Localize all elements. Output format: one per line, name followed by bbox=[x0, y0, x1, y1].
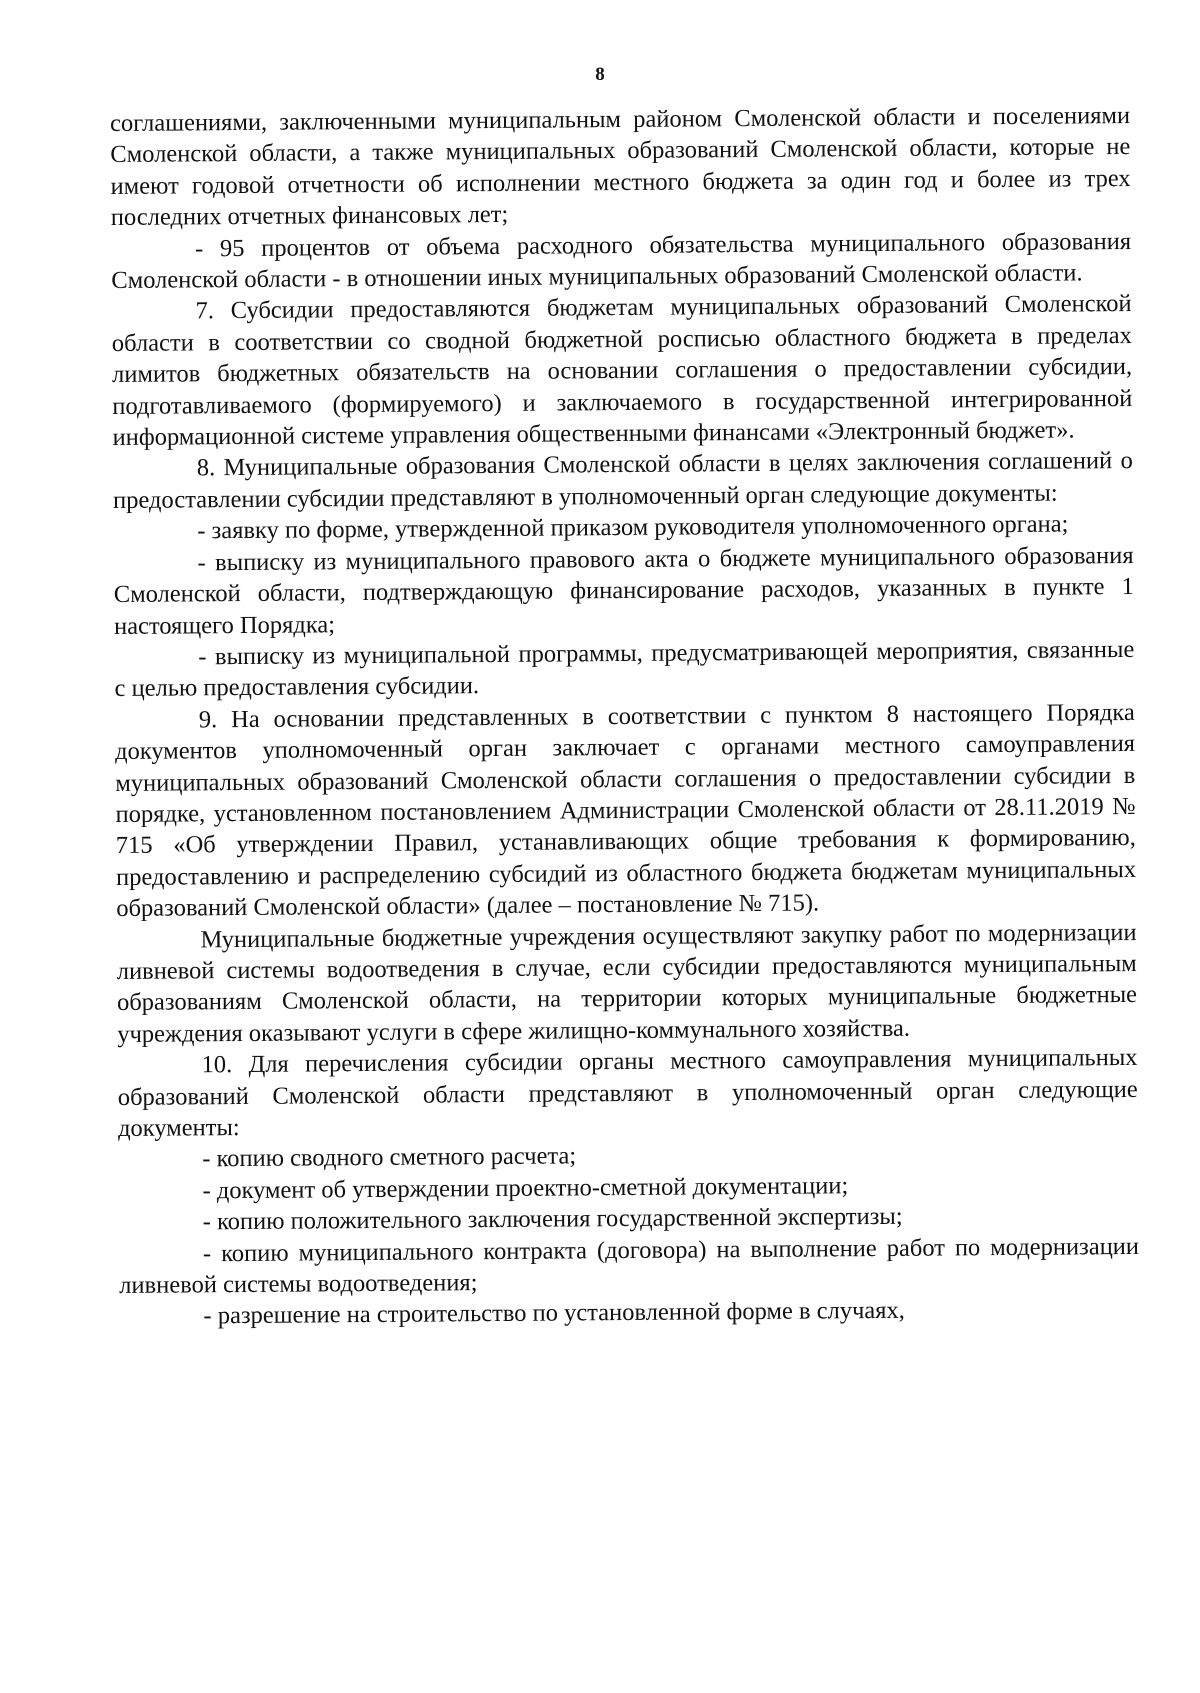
list-item-estimate-copy: - копию сводного сметного расчета; bbox=[202, 1142, 577, 1173]
list-item-contract-copy: - копию муниципального контракта (договора) на выполнение работ по модернизации ливневой системы водоотведения; bbox=[119, 1232, 1140, 1299]
paragraph-8: 8. Муниципальные образования Смоленской области в целях заключения соглашений о предоставлении субсидии представляют в уполномоченный орган следующие документы: bbox=[112, 447, 1133, 514]
list-item-95-percent: - 95 процентов от объема расходного обязательства муниципального образования Смоленской области - в отношении иных муниципальных образований Смоленской области. bbox=[111, 227, 1132, 295]
list-item-expertise-copy: - копию положительного заключения государственной экспертизы; bbox=[202, 1203, 903, 1236]
document-body bbox=[110, 100, 1140, 1333]
list-item-building-permit: - разрешение на строительство по установленной форме в случаях, bbox=[203, 1297, 905, 1330]
list-item-design-approval: - документ об утверждении проектно-сметной документации; bbox=[202, 1172, 849, 1205]
paragraph-10: 10. Для перечисления субсидии органы местного самоуправления муниципальных образований Смоленской области представляют в уполномоченный орган следующие документы: bbox=[117, 1044, 1138, 1142]
paragraph-continuation: соглашениями, заключенными муниципальным районом Смоленской области и поселениями Смоленской области, а также муниципальных образований Смоленской области, которые не имеют годовой отчетности об исполнении местного бюджета за один год и более из трех последних отчетных финансовых лет; bbox=[110, 101, 1131, 232]
paragraph-budget-institutions: Муниципальные бюджетные учреждения осуществляют закупку работ по модернизации ливневой системы водоотведения в случае, если субсидии предоставляются муниципальным образованиям Смоленской области, на территории которых муниципальные бюджетные учреждения оказывают услуги в сфере жилищно-коммунального хозяйства. bbox=[116, 918, 1138, 1048]
list-item-program-extract: - выписку из муниципальной программы, предусматривающей мероприятия, связанные с целью предоставления субсидии. bbox=[114, 635, 1135, 703]
list-item-budget-extract: - выписку из муниципального правового акта о бюджете муниципального образования Смоленской области, подтверждающую финансирование расходов, указанных в пункте 1 настоящего Порядка; bbox=[113, 541, 1134, 640]
paragraph-9: 9. На основании представленных в соответствии с пунктом 8 настоящего Порядка документов уполномоченный орган заключает с органами местного самоуправления муниципальных образований Смоленской области соглашения о предоставлении субсидии в порядке, установленном постановлением Администрации Смоленской области от 28.11.2019 № 715 «Об утверждении Правил, устанавливающих общие требования к формированию, предоставлению и распределению субсидий из областного бюджета бюджетам муниципальных образований Смоленской области» (далее – постановление № 715). bbox=[114, 698, 1137, 923]
list-item-application: - заявку по форме, утвержденной приказом руководителя уполномоченного органа; bbox=[197, 510, 1069, 545]
paragraph-7: 7. Субсидии предоставляются бюджетам муниципальных образований Смоленской области в соответствии со сводной бюджетной росписью областного бюджета в пределах лимитов бюджетных обязательств на основании соглашения о предоставлении субсидии, подготавливаемого (формируемого) и заключаемого в государственной интегрированной информационной системе управления общественными финансами «Электронный бюджет». bbox=[111, 290, 1133, 452]
page-number: 8 bbox=[595, 64, 605, 85]
